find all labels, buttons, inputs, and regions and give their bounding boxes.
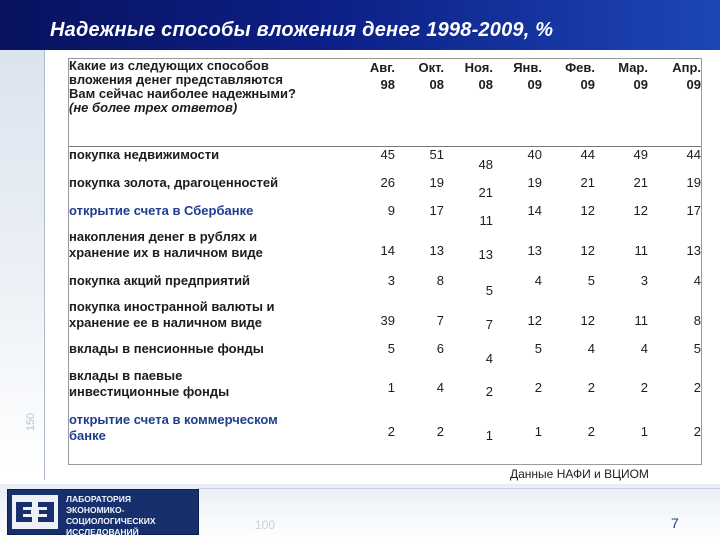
- lab-logo: [7, 489, 199, 535]
- value-cell: 40: [527, 146, 542, 162]
- value-cell: 4: [587, 341, 595, 356]
- row-label: открытие счета в Сбербанке: [69, 203, 254, 218]
- value-cell: 17: [429, 203, 444, 218]
- value-cell: 4: [693, 273, 701, 288]
- value-cell: 2: [693, 380, 701, 395]
- row-label: покупка иностранной валюты и хранение ее в наличном виде: [69, 299, 275, 330]
- value-cell: 3: [387, 273, 395, 288]
- column-header: Ноя. 08: [444, 59, 493, 146]
- value-cell: 12: [580, 243, 595, 258]
- value-cell: 13: [686, 243, 701, 258]
- table-row: [69, 299, 701, 341]
- column-header: Янв. 09: [493, 59, 542, 146]
- value-cell: 21: [478, 185, 493, 200]
- value-cell: 5: [485, 283, 493, 298]
- row-label: вклады в пенсионные фонды: [69, 341, 264, 356]
- value-cell: 39: [380, 313, 395, 328]
- value-cell: 14: [527, 203, 542, 218]
- side-number: 150: [25, 412, 38, 432]
- value-cell: 19: [686, 175, 701, 190]
- value-cell: 1: [485, 428, 493, 443]
- question-line: Вам сейчас наиболее надежными?: [69, 86, 296, 101]
- value-cell: 5: [587, 273, 595, 288]
- question-line: вложения денег представляются: [69, 72, 283, 87]
- value-cell: 12: [580, 203, 595, 218]
- survey-table: [69, 59, 701, 452]
- table-row: [69, 368, 701, 412]
- value-cell: 11: [479, 213, 493, 228]
- value-cell: 51: [429, 146, 444, 162]
- value-cell: 2: [693, 424, 701, 439]
- value-cell: 8: [693, 313, 701, 328]
- value-cell: 12: [527, 313, 542, 328]
- value-cell: 21: [580, 175, 595, 190]
- row-label: открытие счета в коммерческом банке: [69, 412, 278, 443]
- value-cell: 48: [478, 156, 493, 172]
- value-cell: 13: [527, 243, 542, 258]
- header-row: [69, 59, 701, 146]
- table-row: [69, 146, 701, 175]
- value-cell: 4: [436, 380, 444, 395]
- value-cell: 13: [429, 243, 444, 258]
- row-label: вклады в паевые инвестиционные фонды: [69, 368, 230, 399]
- left-decor-strip: [0, 50, 45, 470]
- ghost-number: 100: [255, 518, 276, 532]
- page-number: 7: [671, 515, 679, 531]
- column-header: Авг. 98: [346, 59, 395, 146]
- value-cell: 9: [387, 203, 395, 218]
- value-cell: 44: [580, 146, 595, 162]
- value-cell: 4: [640, 341, 648, 356]
- value-cell: 2: [485, 384, 493, 399]
- title-bar: [0, 0, 720, 50]
- footer-rule: [197, 488, 720, 489]
- row-label: накопления денег в рублях и хранение их в наличном виде: [69, 229, 263, 260]
- value-cell: 26: [380, 175, 395, 190]
- row-label: покупка золота, драгоценностей: [69, 175, 279, 190]
- row-label: покупка недвижимости: [69, 146, 220, 162]
- value-cell: 8: [436, 273, 444, 288]
- value-cell: 17: [686, 203, 701, 218]
- question-note: (не более трех ответов): [69, 100, 238, 115]
- value-cell: 4: [534, 273, 542, 288]
- value-cell: 5: [534, 341, 542, 356]
- logo-mark-icon: [12, 495, 58, 529]
- value-cell: 12: [633, 203, 648, 218]
- value-cell: 14: [380, 243, 395, 258]
- value-cell: 12: [580, 313, 595, 328]
- column-header: Окт. 08: [395, 59, 444, 146]
- question-line: Какие из следующих способов: [69, 58, 269, 73]
- value-cell: 13: [478, 247, 493, 262]
- value-cell: 7: [436, 313, 444, 328]
- table-row: [69, 412, 701, 452]
- table-row: [69, 175, 701, 203]
- table-row: [69, 229, 701, 273]
- left-divider: [44, 50, 45, 480]
- table-row: [69, 341, 701, 368]
- value-cell: 44: [686, 146, 701, 162]
- value-cell: 1: [387, 380, 395, 395]
- value-cell: 2: [640, 380, 648, 395]
- value-cell: 45: [380, 146, 395, 162]
- value-cell: 6: [436, 341, 444, 356]
- question-cell: [69, 59, 346, 146]
- table-row: [69, 203, 701, 229]
- value-cell: 2: [534, 380, 542, 395]
- value-cell: 11: [634, 243, 648, 258]
- value-cell: 1: [534, 424, 542, 439]
- page-title: Надежные способы вложения денег 1998-2009, %: [50, 19, 554, 41]
- value-cell: 2: [587, 424, 595, 439]
- value-cell: 7: [485, 317, 493, 332]
- source-note: Данные НАФИ и ВЦИОМ: [510, 467, 649, 481]
- value-cell: 3: [640, 273, 648, 288]
- column-header: Мар. 09: [595, 59, 648, 146]
- value-cell: 11: [634, 313, 648, 328]
- column-header: Апр. 09: [648, 59, 701, 146]
- survey-table-panel: [68, 58, 702, 465]
- value-cell: 19: [527, 175, 542, 190]
- value-cell: 5: [693, 341, 701, 356]
- value-cell: 2: [587, 380, 595, 395]
- value-cell: 19: [429, 175, 444, 190]
- logo-text: ЛАБОРАТОРИЯ ЭКОНОМИКО-СОЦИОЛОГИЧЕСКИХ ИССЛЕДОВАНИЙ: [66, 494, 156, 537]
- value-cell: 49: [633, 146, 648, 162]
- table-row: [69, 273, 701, 299]
- value-cell: 21: [633, 175, 648, 190]
- value-cell: 2: [436, 424, 444, 439]
- column-header: Фев. 09: [542, 59, 595, 146]
- value-cell: 4: [485, 351, 493, 366]
- value-cell: 1: [640, 424, 648, 439]
- row-label: покупка акций предприятий: [69, 273, 251, 288]
- value-cell: 5: [387, 341, 395, 356]
- value-cell: 2: [387, 424, 395, 439]
